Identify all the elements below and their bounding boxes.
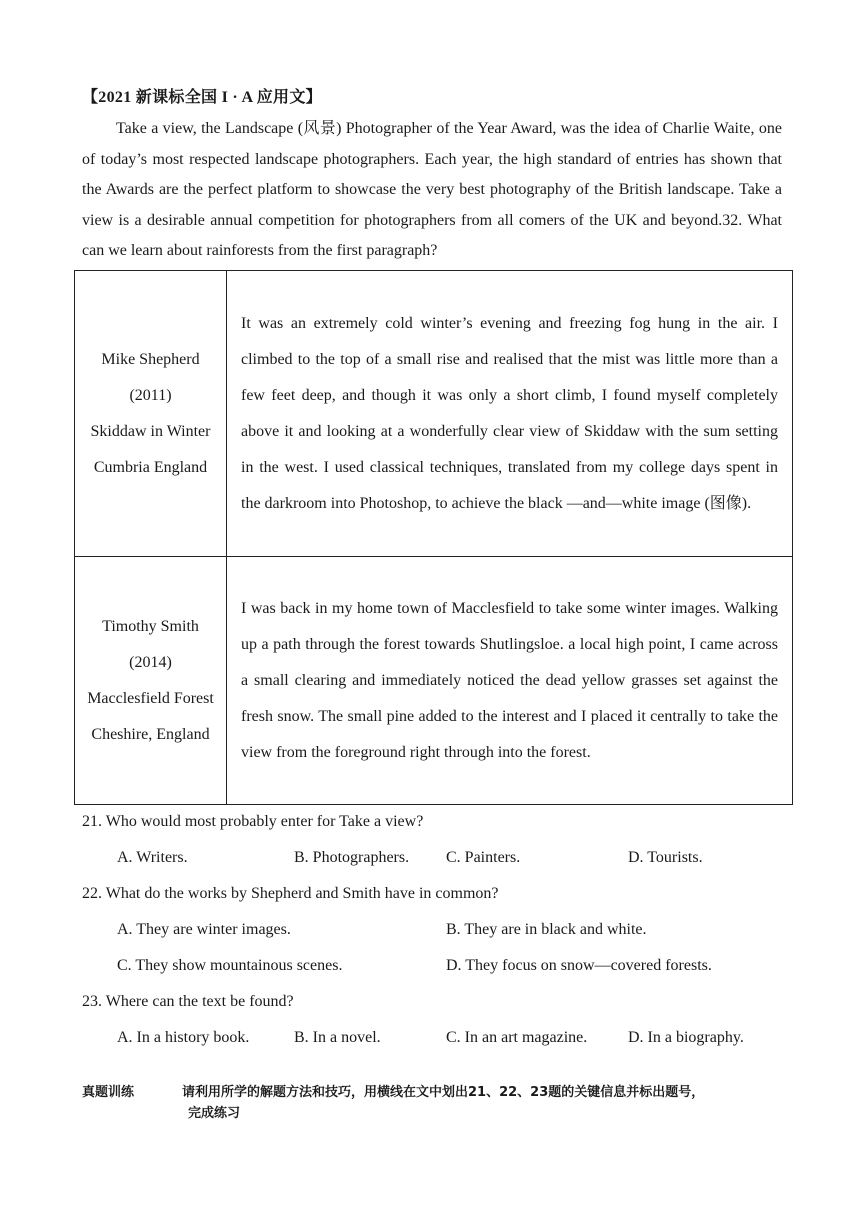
entry-meta-cell [75,557,227,805]
option-d[interactable]: D. Tourists. [628,849,703,866]
practice-line-1: 请利用所学的解题方法和技巧，用横线在文中划出21、22、23题的关键信息并标出题号， [182,1085,705,1100]
question-21-stem: 21. Who would most probably enter for Take a view? [82,813,424,830]
photo-location: Cumbria England [93,458,208,476]
intro-paragraph [82,114,782,267]
entry-year: (2014) [129,653,172,671]
practice-text [182,1082,792,1124]
question-22-options-row2 [82,948,782,984]
photo-location: Cheshire, England [91,725,210,743]
question-22-options [82,912,782,948]
intro-text: Take a view, the Landscape (风景) Photographer of the Year Award, was the idea of Charlie Waite, one of today’s most respected landscape photographers. Each year, the high standard of entries has shown that the Awards are the perfect platform to showcase the very best photography of the British landscape. Take a view is a desirable annual competition for photographers from all comers of the UK and beyond.32. What can we learn about rainforests from the first paragraph? [82,120,782,259]
option-a[interactable]: A. They are winter images. [117,921,291,938]
table-row [75,557,793,805]
question-23-options [82,1020,782,1056]
option-a[interactable]: A. Writers. [117,849,188,866]
photographer-name: Mike Shepherd [101,350,200,368]
question-22-stem: 22. What do the works by Shepherd and Smith have in common? [82,885,499,902]
entry-description: It was an extremely cold winter’s evening and freezing fog hung in the air. I climbed to the top of a small rise and realised that the mist was little more than a few feet deep, and though it was only a short climb, I found myself completely above it and looking at a wonderfully clear view of Skiddaw with the sum setting in the west. I used classical techniques, translated from my college days spent in the darkroom into Photoshop, to achieve the black —and—white image (图像). [227,271,793,557]
option-d[interactable]: D. They focus on snow—covered forests. [446,957,712,974]
option-d[interactable]: D. In a biography. [628,1029,744,1046]
entry-description: I was back in my home town of Macclesfield to take some winter images. Walking up a path through the forest towards Shutlingsloe. a local high point, I came across a small clearing and immediately noticed the dead yellow grasses set against the fresh snow. The small pine added to the interest and I placed it centrally to take the view from the foreground right through into the forest. [227,557,793,805]
option-c[interactable]: C. They show mountainous scenes. [117,957,343,974]
entry-meta-cell [75,271,227,557]
photographer-name: Timothy Smith [102,617,199,635]
questions-section [82,804,782,1056]
practice-label: 真题训练 [82,1085,135,1100]
option-c[interactable]: C. In an art magazine. [446,1029,588,1046]
entry-year: (2011) [129,386,172,404]
option-c[interactable]: C. Painters. [446,849,521,866]
option-b[interactable]: B. They are in black and white. [446,921,647,938]
option-b[interactable]: B. Photographers. [294,849,410,866]
entries-table [74,270,793,805]
option-a[interactable]: A. In a history book. [117,1029,250,1046]
option-b[interactable]: B. In a novel. [294,1029,381,1046]
question-21-options [82,840,782,876]
question-23-stem: 23. Where can the text be found? [82,993,294,1010]
photo-title: Skiddaw in Winter [90,422,211,440]
photo-title: Macclesfield Forest [87,689,214,707]
practice-line-2: 完成练习 [188,1106,241,1121]
section-heading: 【2021 新课标全国 I · A 应用文】 [82,89,322,106]
table-row [75,271,793,557]
